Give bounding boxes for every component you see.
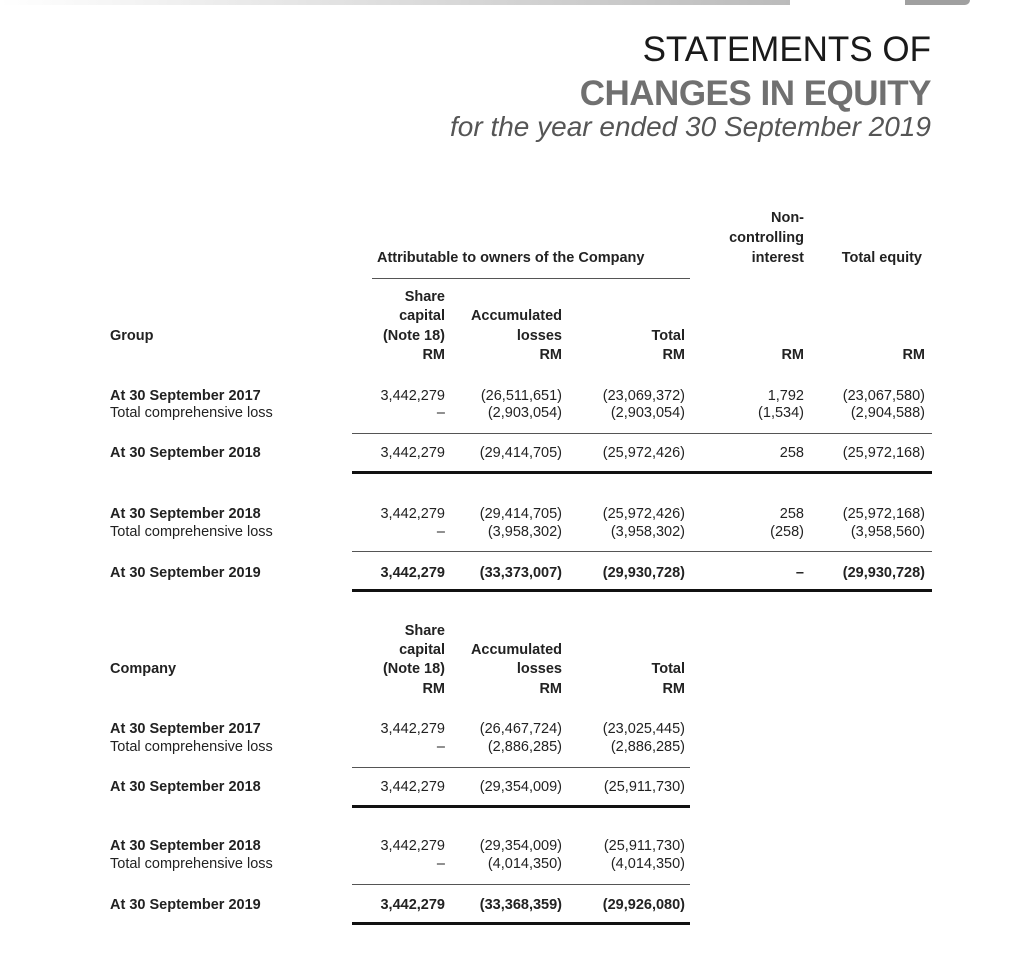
cell-value: 3,442,279	[380, 897, 445, 913]
row-label: Total comprehensive loss	[110, 739, 273, 755]
cell-value: (33,368,359)	[479, 897, 562, 913]
divider	[352, 884, 690, 885]
cell-value: (25,972,426)	[602, 445, 685, 461]
cell-value: (23,069,372)	[602, 388, 685, 404]
table-row	[0, 405, 1024, 422]
cell-value: (2,886,285)	[487, 739, 562, 755]
subtitle: for the year ended 30 September 2019	[449, 111, 931, 142]
row-label: At 30 September 2018	[110, 445, 261, 461]
title-line1: STATEMENTS OF	[642, 30, 931, 69]
cell-value: (1,534)	[758, 405, 804, 421]
row-label: Total comprehensive loss	[110, 856, 273, 872]
col-share: RM	[422, 681, 445, 697]
cell-value: (2,904,588)	[850, 405, 925, 421]
nci-heading: controlling	[729, 230, 804, 246]
cell-value: (4,014,350)	[610, 856, 685, 872]
cell-value: –	[436, 856, 445, 872]
table-row	[0, 779, 1024, 796]
cell-value: 3,442,279	[380, 838, 445, 854]
cell-value: –	[436, 405, 445, 421]
col-total: Total	[651, 328, 685, 344]
row-label: At 30 September 2018	[110, 506, 261, 522]
nci-heading: Non-	[770, 210, 804, 226]
attributable-heading: Attributable to owners of the Company	[377, 250, 645, 266]
table-row	[0, 388, 1024, 405]
table-row	[0, 506, 1024, 523]
col-nci-unit: RM	[781, 347, 804, 363]
cell-value: (29,354,009)	[479, 838, 562, 854]
cell-value: (23,067,580)	[842, 388, 925, 404]
cell-value: (29,926,080)	[602, 897, 685, 913]
company-label: Company	[110, 661, 177, 677]
col-share: (Note 18)	[382, 661, 445, 677]
col-acc: Accumulated	[470, 308, 562, 324]
col-acc: RM	[539, 681, 562, 697]
cell-value: (29,930,728)	[842, 565, 925, 581]
cell-value: (26,511,651)	[480, 388, 562, 404]
cell-value: (33,373,007)	[479, 565, 562, 581]
row-label: At 30 September 2019	[110, 565, 261, 581]
cell-value: 3,442,279	[380, 388, 445, 404]
divider	[352, 551, 932, 552]
cell-value: (26,467,724)	[479, 721, 562, 737]
cell-value: (29,414,705)	[479, 445, 562, 461]
cell-value: (25,972,168)	[842, 506, 925, 522]
divider	[352, 471, 932, 474]
row-label: At 30 September 2017	[110, 388, 261, 404]
title-line2: CHANGES IN EQUITY	[579, 74, 931, 113]
cell-value: 3,442,279	[380, 445, 445, 461]
row-label: At 30 September 2019	[110, 897, 261, 913]
cell-value: (2,886,285)	[610, 739, 685, 755]
cell-value: –	[436, 524, 445, 540]
cell-value: 3,442,279	[380, 779, 445, 795]
cell-value: 3,442,279	[380, 565, 445, 581]
col-acc: RM	[539, 347, 562, 363]
cell-value: 258	[779, 506, 804, 522]
col-share: (Note 18)	[382, 328, 445, 344]
col-acc: Accumulated	[470, 642, 562, 658]
row-label: Total comprehensive loss	[110, 405, 273, 421]
col-total: RM	[662, 681, 685, 697]
col-acc: losses	[516, 661, 562, 677]
divider	[352, 767, 690, 768]
cell-value: (29,354,009)	[479, 779, 562, 795]
cell-value: 258	[779, 445, 804, 461]
col-share: RM	[422, 347, 445, 363]
col-share: Share	[404, 623, 445, 639]
col-total: Total	[651, 661, 685, 677]
divider	[352, 922, 690, 925]
col-acc: losses	[516, 328, 562, 344]
cell-value: (29,930,728)	[602, 565, 685, 581]
group-label: Group	[110, 328, 154, 344]
table-row	[0, 445, 1024, 462]
row-label: At 30 September 2018	[110, 838, 261, 854]
cell-value: (25,911,730)	[603, 779, 685, 795]
col-share: Share	[404, 289, 445, 305]
row-label: Total comprehensive loss	[110, 524, 273, 540]
total-equity-heading: Total equity	[841, 250, 922, 266]
table-row	[0, 524, 1024, 541]
table-row	[0, 565, 1024, 582]
header-tab	[905, 0, 970, 5]
row-label: At 30 September 2017	[110, 721, 261, 737]
col-te-unit: RM	[902, 347, 925, 363]
cell-value: (2,903,054)	[610, 405, 685, 421]
row-label: At 30 September 2018	[110, 779, 261, 795]
nci-heading: interest	[751, 250, 804, 266]
divider	[352, 589, 932, 592]
divider	[352, 805, 690, 808]
cell-value: (3,958,560)	[850, 524, 925, 540]
divider	[372, 278, 690, 279]
table-row	[0, 856, 1024, 873]
table-row	[0, 721, 1024, 738]
cell-value: 3,442,279	[380, 506, 445, 522]
cell-value: –	[436, 739, 445, 755]
table-row	[0, 838, 1024, 855]
col-total: RM	[662, 347, 685, 363]
cell-value: (23,025,445)	[602, 721, 685, 737]
cell-value: 3,442,279	[380, 721, 445, 737]
cell-value: (3,958,302)	[487, 524, 562, 540]
col-share: capital	[399, 642, 445, 658]
table-row	[0, 739, 1024, 756]
cell-value: (3,958,302)	[610, 524, 685, 540]
divider	[352, 433, 932, 434]
header-band	[0, 0, 790, 5]
cell-value: (2,903,054)	[487, 405, 562, 421]
cell-value: (4,014,350)	[487, 856, 562, 872]
col-share: capital	[399, 308, 445, 324]
cell-value: –	[795, 565, 804, 581]
cell-value: (25,972,426)	[602, 506, 685, 522]
cell-value: 1,792	[767, 388, 804, 404]
cell-value: (25,972,168)	[842, 445, 925, 461]
cell-value: (29,414,705)	[479, 506, 562, 522]
table-row	[0, 897, 1024, 914]
cell-value: (258)	[770, 524, 804, 540]
cell-value: (25,911,730)	[603, 838, 685, 854]
